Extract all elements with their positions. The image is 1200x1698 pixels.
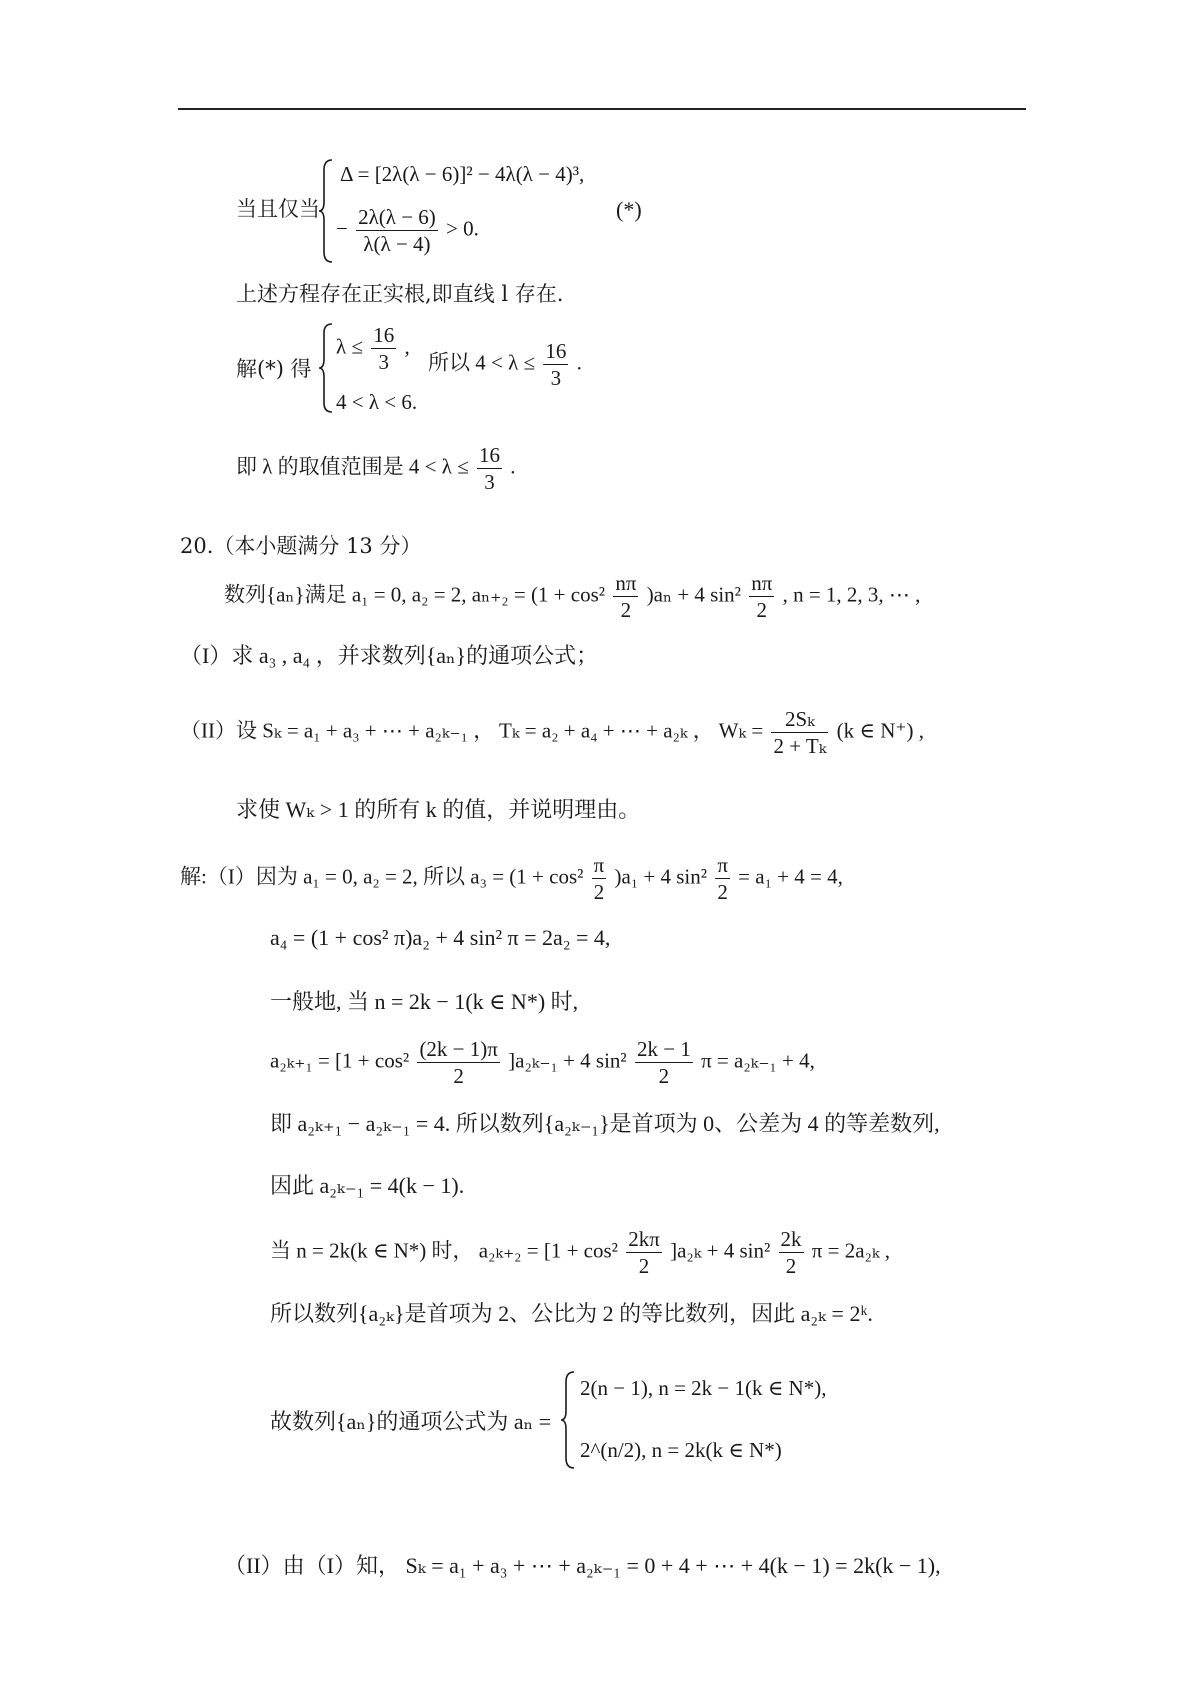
s1-lead: 解:（I）因为 a₁ = 0, a₂ = 2, 所以 a₃ = (1 + cos²: [180, 864, 584, 889]
solve-label: 解(*) 得: [236, 357, 312, 381]
solve-case-1: [336, 322, 410, 375]
piecewise-case-2: 2^(n/2), n = 2k(k ∈ N*): [580, 1438, 782, 1462]
question-2: [180, 706, 924, 759]
solve-case1-lead: λ ≤: [336, 334, 363, 359]
solve-so-fraction: [543, 338, 568, 391]
s7-f1-den: 2: [638, 1254, 650, 1278]
range-num: 16: [478, 443, 500, 467]
case2-numerator: 2λ(λ − 6): [358, 205, 436, 229]
range-fraction: [477, 442, 502, 495]
piecewise-case-1: 2(n − 1), n = 2k − 1(k ∈ N*),: [580, 1376, 827, 1400]
q2-fraction: [771, 706, 828, 759]
s1-fraction-2: [715, 852, 730, 905]
stmt-f1-den: 2: [620, 598, 632, 622]
solution-line-10: （II）由（I）知， Sₖ = a₁ + a₃ + ⋯ + a₂ₖ₋₁ = 0 + 4 + ⋯ + 4(k − 1) = 2k(k − 1),: [224, 1553, 941, 1578]
condition-label: 当且仅当: [236, 197, 320, 221]
solve-case1-fraction: [371, 322, 396, 375]
solve-so-tail: .: [576, 350, 582, 375]
s1-f1-den: 2: [593, 880, 605, 904]
s7-f2-den: 2: [785, 1254, 797, 1278]
stmt-f2-num: nπ: [751, 571, 773, 595]
solve-conclusion: [428, 338, 582, 391]
solve-case1-tail: ,: [404, 334, 410, 359]
case2-minus: −: [336, 216, 348, 241]
solve-so-lead: 所以 4 < λ ≤: [428, 350, 536, 375]
s1-f1-num: π: [593, 853, 605, 877]
s1-mid: )a₁ + 4 sin²: [614, 864, 708, 889]
question-2-ask: 求使 Wₖ > 1 的所有 k 的值，并说明理由。: [236, 797, 641, 822]
q2-tail: (k ∈ N⁺) ,: [836, 718, 924, 743]
stmt-f2-den: 2: [756, 598, 768, 622]
solution-line-4: [270, 1036, 815, 1089]
solve-so-den: 3: [550, 366, 562, 390]
solve-case1-den: 3: [378, 350, 389, 374]
s7-mid: ]a₂ₖ + 4 sin²: [670, 1238, 771, 1263]
condition-brace: [318, 158, 336, 264]
solution-line-3: 一般地, 当 n = 2k − 1(k ∈ N*) 时,: [270, 989, 579, 1014]
s7-f1-num: 2kπ: [628, 1227, 660, 1251]
range-lead: 即 λ 的取值范围是 4 < λ ≤: [236, 454, 469, 479]
s7-fraction-2: [779, 1226, 804, 1279]
stmt-mid: )aₙ + 4 sin²: [646, 582, 741, 607]
solve-case1-num: 16: [373, 323, 395, 347]
condition-case-2: [336, 204, 479, 257]
s4-lead: a₂ₖ₊₁ = [1 + cos²: [270, 1048, 410, 1073]
s7-lead: 当 n = 2k(k ∈ N*) 时， a₂ₖ₊₂ = [1 + cos²: [270, 1238, 618, 1263]
star-marker: (*): [616, 197, 642, 222]
s4-fraction-2: [635, 1036, 693, 1089]
solution-line-6: 因此 a₂ₖ₋₁ = 4(k − 1).: [270, 1173, 465, 1198]
case2-fraction: [356, 204, 438, 257]
q2-num: 2Sₖ: [771, 706, 828, 733]
solve-so-num: 16: [545, 339, 567, 363]
stmt-lead: 数列{aₙ}满足 a₁ = 0, a₂ = 2, aₙ₊₂ = (1 + cos²: [224, 582, 606, 607]
s4-fraction-1: [417, 1036, 499, 1089]
root-line: 上述方程存在正实根,即直线 l 存在.: [236, 282, 564, 306]
condition-case-1: Δ = [2λ(λ − 6)]² − 4λ(λ − 4)³,: [340, 162, 585, 186]
s4-f1-num: (2k − 1)π: [419, 1037, 498, 1061]
solution-line-5: 即 a₂ₖ₊₁ − a₂ₖ₋₁ = 4. 所以数列{a₂ₖ₋₁}是首项为 0、公差为 4 的等差数列,: [270, 1111, 940, 1136]
piecewise-brace: [560, 1370, 578, 1470]
solution-line-2: a₄ = (1 + cos² π)a₂ + 4 sin² π = 2a₂ = 4,: [270, 925, 611, 950]
q2-lead: （II）设 Sₖ = a₁ + a₃ + ⋯ + a₂ₖ₋₁ ， Tₖ = a₂ + a₄ + ⋯ + a₂ₖ ， Wₖ =: [180, 718, 764, 743]
question-1: （I）求 a₃ , a₄ ，并求数列{aₙ}的通项公式；: [180, 643, 599, 668]
solve-brace: [318, 322, 336, 414]
s4-f1-den: 2: [453, 1064, 464, 1088]
s7-tail: π = 2a₂ₖ ,: [811, 1238, 891, 1263]
case2-denominator: λ(λ − 4): [363, 232, 431, 256]
stmt-fraction-2: [749, 570, 774, 623]
s4-mid: ]a₂ₖ₋₁ + 4 sin²: [508, 1048, 627, 1073]
range-tail: .: [510, 454, 516, 479]
s1-f2-num: π: [717, 853, 728, 877]
s4-f2-den: 2: [658, 1064, 670, 1088]
header-rule: [178, 108, 1026, 110]
s1-f2-den: 2: [717, 880, 728, 904]
solution-line-7: [270, 1226, 890, 1279]
solution-line-8: 所以数列{a₂ₖ}是首项为 2、公比为 2 的等比数列，因此 a₂ₖ = 2ᵏ.: [270, 1301, 873, 1326]
range-line: [236, 442, 515, 495]
stmt-f1-num: nπ: [615, 571, 637, 595]
s1-tail: = a₁ + 4 = 4,: [738, 864, 843, 889]
solve-case-2: 4 < λ < 6.: [336, 390, 418, 414]
s4-tail: π = a₂ₖ₋₁ + 4,: [701, 1048, 815, 1073]
solution-line-9-lead: 故数列{aₙ}的通项公式为 aₙ =: [270, 1409, 552, 1434]
problem-statement: [224, 570, 920, 623]
problem-header: 20.（本小题满分 13 分）: [180, 534, 422, 558]
case2-tail: > 0.: [446, 216, 479, 241]
q2-den: 2 + Tₖ: [773, 734, 827, 758]
s7-fraction-1: [626, 1226, 662, 1279]
range-den: 3: [484, 470, 495, 494]
stmt-fraction-1: [613, 570, 638, 623]
solution-line-1: [180, 852, 843, 905]
s1-fraction-1: [592, 852, 607, 905]
s4-f2-num: 2k − 1: [636, 1037, 691, 1061]
s7-f2-num: 2k: [780, 1227, 802, 1251]
stmt-tail: , n = 1, 2, 3, ⋯ ,: [782, 582, 921, 607]
